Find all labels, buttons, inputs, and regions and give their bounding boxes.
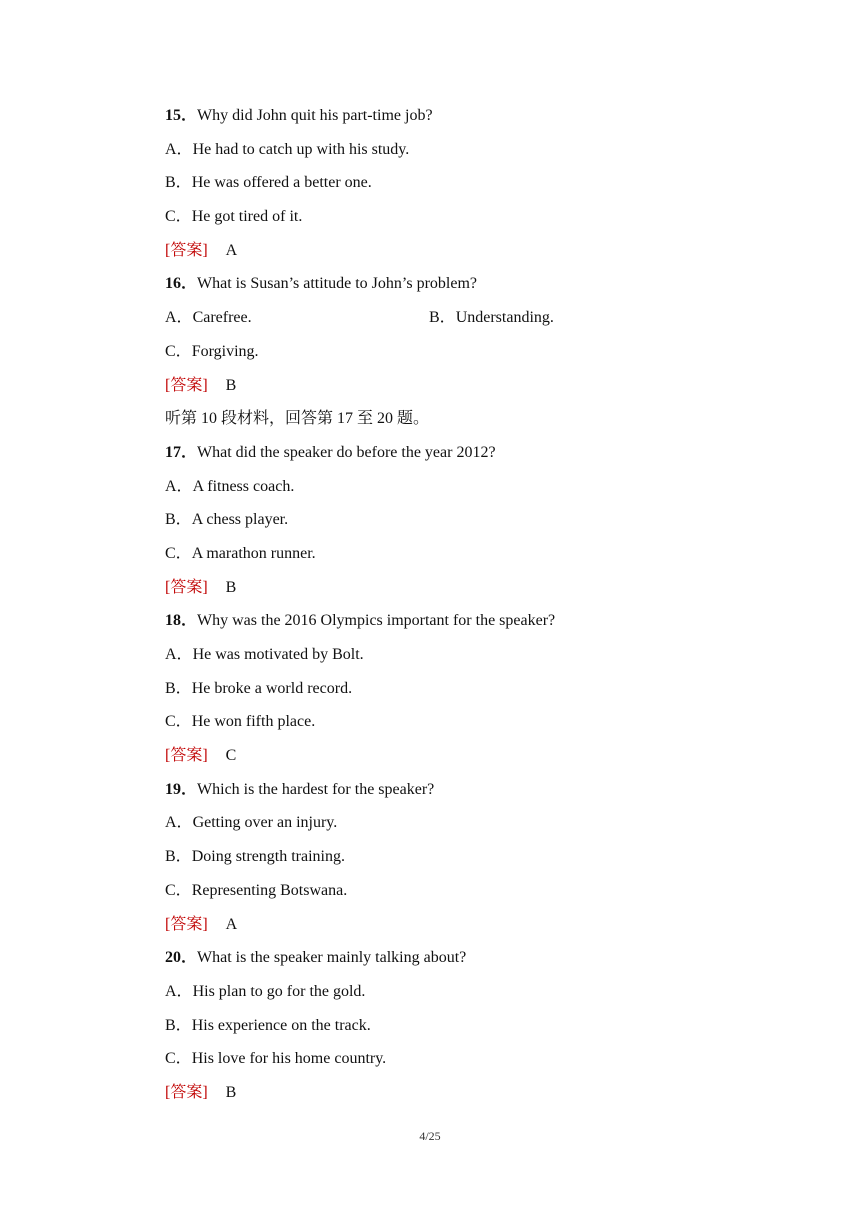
question-line <box>165 270 705 304</box>
answer-label: [答案] <box>165 578 208 596</box>
question-line <box>165 776 705 810</box>
option-pair-line <box>165 304 705 338</box>
option-text: His love for his home country. <box>191 1050 387 1068</box>
option-letter: A． <box>165 814 193 832</box>
answer-value: B <box>225 1083 237 1101</box>
option-line <box>165 1012 705 1046</box>
option-letter: C． <box>165 881 192 899</box>
answer-value: C <box>225 747 237 765</box>
option-line <box>165 136 705 170</box>
option-line <box>165 338 705 372</box>
option-line <box>165 708 705 742</box>
option-letter: C． <box>165 342 192 360</box>
answer-label: [答案] <box>165 376 208 394</box>
option-text: His plan to go for the gold. <box>192 982 366 1000</box>
answer-value: B <box>225 578 237 596</box>
question-number: 16． <box>165 275 198 293</box>
option-text: His experience on the track. <box>191 1016 371 1034</box>
option-line <box>165 978 705 1012</box>
option-letter: A． <box>165 982 193 1000</box>
question-number: 15． <box>165 107 198 124</box>
option-text: He broke a world record. <box>191 679 353 697</box>
option-line <box>165 540 705 574</box>
option-letter: C． <box>165 544 192 562</box>
option-line <box>165 877 705 911</box>
option-letter: C． <box>165 1050 192 1068</box>
option-text: Doing strength training. <box>191 848 345 866</box>
answer-line <box>165 742 705 776</box>
question-line <box>165 607 705 641</box>
option-b <box>429 309 554 326</box>
option-letter: B． <box>165 679 192 697</box>
answer-value: B <box>225 376 237 394</box>
option-a <box>165 304 429 332</box>
answer-line <box>165 372 705 406</box>
option-line <box>165 473 705 507</box>
option-letter: C． <box>165 713 192 731</box>
option-line <box>165 1045 705 1079</box>
option-text: He had to catch up with his study. <box>192 140 410 158</box>
option-line <box>165 506 705 540</box>
option-text: Getting over an injury. <box>192 814 338 832</box>
question-number: 20． <box>165 949 198 967</box>
option-text: A chess player. <box>191 511 289 529</box>
answer-label: [答案] <box>165 241 208 259</box>
section-instruction <box>165 405 705 439</box>
option-text: Representing Botswana. <box>191 881 348 899</box>
option-letter: A． <box>165 477 193 495</box>
answer-label: [答案] <box>165 1083 208 1101</box>
option-letter: A． <box>165 646 193 663</box>
option-line <box>165 843 705 877</box>
question-line <box>165 102 705 136</box>
option-line <box>165 641 705 675</box>
answer-value: A <box>225 915 238 933</box>
question-list <box>165 102 705 1113</box>
option-letter: B． <box>165 848 192 866</box>
instruction-text: 听第 10 段材料，回答第 17 至 20 题。 <box>165 410 430 428</box>
option-line <box>165 675 705 709</box>
question-text: Why was the 2016 Olympics important for the speaker? <box>197 612 556 630</box>
question-number: 17． <box>165 443 198 461</box>
option-letter: B． <box>165 511 192 529</box>
page-number: 4/25 <box>419 1129 441 1143</box>
option-text: A fitness coach. <box>192 477 295 495</box>
answer-line <box>165 237 705 271</box>
question-number: 19． <box>165 780 198 798</box>
answer-value: A <box>225 241 238 259</box>
answer-label: [答案] <box>165 915 208 933</box>
option-text: Forgiving. <box>191 342 259 360</box>
question-text: Which is the hardest for the speaker? <box>197 780 435 798</box>
option-letter: A． <box>165 140 193 158</box>
option-letter: B． <box>429 309 456 327</box>
option-text: He got tired of it. <box>191 208 303 226</box>
option-text: He was motivated by Bolt. <box>192 646 364 663</box>
option-text: He was offered a better one. <box>191 174 372 192</box>
option-text: Understanding. <box>455 309 554 327</box>
option-text: Carefree. <box>192 309 252 327</box>
answer-line <box>165 574 705 608</box>
option-text: A marathon runner. <box>191 544 316 562</box>
option-text: He won fifth place. <box>191 713 316 731</box>
question-line <box>165 439 705 473</box>
option-line <box>165 169 705 203</box>
question-line <box>165 944 705 978</box>
question-text: What did the speaker do before the year 2012? <box>197 443 496 461</box>
option-line <box>165 203 705 237</box>
option-letter: B． <box>165 1016 192 1034</box>
question-text: Why did John quit his part-time job? <box>197 107 433 124</box>
question-text: What is Susan’s attitude to John’s problem? <box>197 275 477 293</box>
answer-line <box>165 911 705 945</box>
option-letter: A． <box>165 309 193 327</box>
option-letter: C． <box>165 208 192 226</box>
question-number: 18． <box>165 612 198 630</box>
answer-line <box>165 1079 705 1113</box>
option-letter: B． <box>165 174 192 192</box>
answer-label: [答案] <box>165 747 208 765</box>
option-line <box>165 809 705 843</box>
question-text: What is the speaker mainly talking about? <box>197 949 467 967</box>
